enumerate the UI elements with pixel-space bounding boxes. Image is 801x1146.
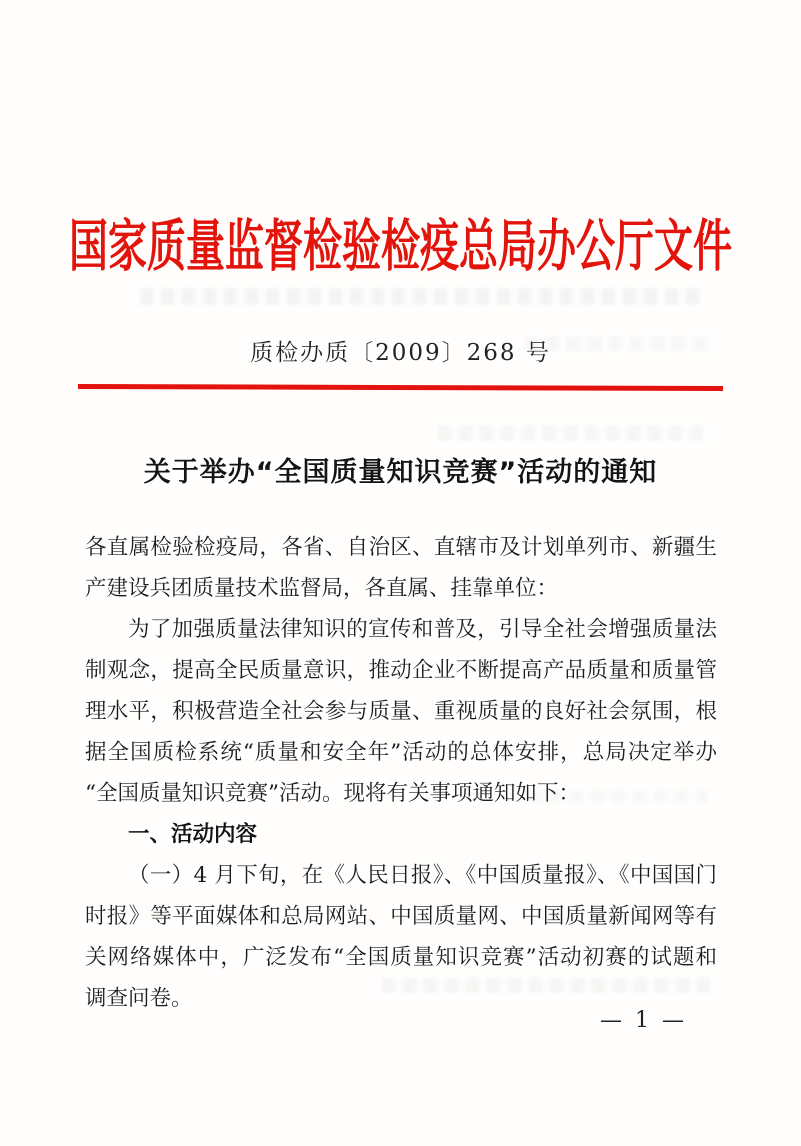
paragraph-line: 据全国质检系统“质量和安全年”活动的总体安排，总局决定举办 bbox=[85, 740, 717, 765]
paragraph-line: 调查问卷。 bbox=[85, 986, 193, 1011]
paragraph-line: 为了加强质量法律知识的宣传和普及，引导全社会增强质量法 bbox=[128, 617, 717, 642]
paragraph-line: （一）4 月下旬，在《人民日报》、《中国质量报》、《中国国门 bbox=[128, 863, 717, 888]
document-header-org-title: 国家质量监督检验检疫总局办公厅文件 bbox=[68, 213, 732, 280]
notice-title: 关于举办“全国质量知识竞赛”活动的通知 bbox=[143, 457, 658, 488]
paragraph-line: 时报》等平面媒体和总局网站、中国质量网、中国质量新闻网等有 bbox=[85, 904, 717, 929]
addressee-line: 产建设兵团质量技术监督局，各直属、挂靠单位： bbox=[85, 576, 559, 601]
paragraph-line: 制观念，提高全民质量意识，推动企业不断提高产品质量和质量管 bbox=[85, 658, 717, 683]
notice-body bbox=[85, 527, 717, 1019]
paragraph-line: “全国质量知识竞赛”活动。现将有关事项通知如下： bbox=[85, 781, 580, 806]
bleed-through-artifact bbox=[438, 426, 710, 441]
paragraph-line: 关网络媒体中，广泛发布“全国质量知识竞赛”活动初赛的试题和 bbox=[85, 945, 717, 970]
document-reference-number: 质检办质〔2009〕268 号 bbox=[250, 340, 551, 366]
page-number: — 1 — bbox=[600, 1008, 687, 1033]
header-divider-rule bbox=[78, 384, 723, 391]
paragraph-line: 理水平，积极营造全社会参与质量、重视质量的良好社会氛围，根 bbox=[85, 699, 717, 724]
bleed-through-artifact bbox=[140, 288, 700, 305]
section-heading-activity-content: 一、活动内容 bbox=[128, 822, 258, 847]
addressee-line: 各直属检验检疫局，各省、自治区、直辖市及计划单列市、新疆生 bbox=[85, 535, 717, 560]
